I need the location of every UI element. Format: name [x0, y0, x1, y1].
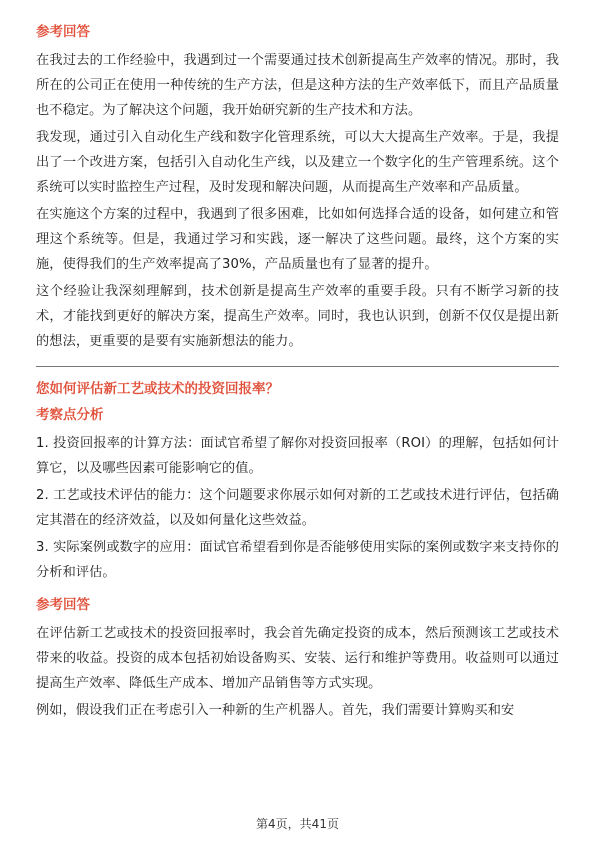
answer-section-2: [36, 595, 559, 723]
analysis-heading: 考察点分析: [36, 407, 104, 423]
answer-paragraph: 我发现，通过引入自动化生产线和数字化管理系统，可以大大提高生产效率。于是，我提出了一个改进方案，包括引入自动化生产线，以及建立一个数字化的生产管理系统。这个系统可以实时监控生产过程，及时发现和解决问题，从而提高生产效率和产品质量。: [36, 130, 559, 195]
answer-section-1: [36, 22, 559, 354]
answer-paragraph: 这个经验让我深刻理解到，技术创新是提高生产效率的重要手段。只有不断学习新的技术，才能找到更好的解决方案，提高生产效率。同时，我也认识到，创新不仅仅是提出新的想法，更重要的是要有实施新想法的能力。: [36, 284, 559, 349]
analysis-item: 1. 投资回报率的计算方法：面试官希望了解你对投资回报率（ROI）的理解，包括如何计算它，以及哪些因素可能影响它的值。: [36, 436, 559, 476]
question-title: 您如何评估新工艺或技术的投资回报率？: [36, 381, 279, 397]
answer-paragraph: 例如，假设我们正在考虑引入一种新的生产机器人。首先，我们需要计算购买和安: [36, 703, 515, 718]
page-number: 第4页，共41页: [256, 817, 339, 831]
answer-paragraph: 在我过去的工作经验中，我遇到过一个需要通过技术创新提高生产效率的情况。那时，我所在的公司正在使用一种传统的生产方法，但是这种方法的生产效率低下，而且产品质量也不稳定。为了解决这个问题，我开始研究新的生产技术和方法。: [36, 53, 559, 118]
answer-paragraph: 在评估新工艺或技术的投资回报率时，我会首先确定投资的成本，然后预测该工艺或技术带来的收益。投资的成本包括初始设备购买、安装、运行和维护等费用。收益则可以通过提高生产效率、降低生产成本、增加产品销售等方式实现。: [36, 626, 559, 691]
answer-paragraph: 在实施这个方案的过程中，我遇到了很多困难，比如如何选择合适的设备，如何建立和管理这个系统等。但是，我通过学习和实践，逐一解决了这些问题。最终，这个方案的实施，使得我们的生产效率提高了30%，产品质量也有了显著的提升。: [36, 207, 559, 272]
analysis-item: 2. 工艺或技术评估的能力：这个问题要求你展示如何对新的工艺或技术进行评估，包括确定其潜在的经济效益，以及如何量化这些效益。: [36, 488, 559, 528]
section-divider: [36, 366, 559, 367]
answer-heading: 参考回答: [36, 24, 90, 40]
answer-heading: 参考回答: [36, 597, 90, 613]
analysis-item: 3. 实际案例或数字的应用：面试官希望看到你是否能够使用实际的案例或数字来支持你的分析和评估。: [36, 540, 559, 580]
analysis-section: [36, 405, 559, 585]
